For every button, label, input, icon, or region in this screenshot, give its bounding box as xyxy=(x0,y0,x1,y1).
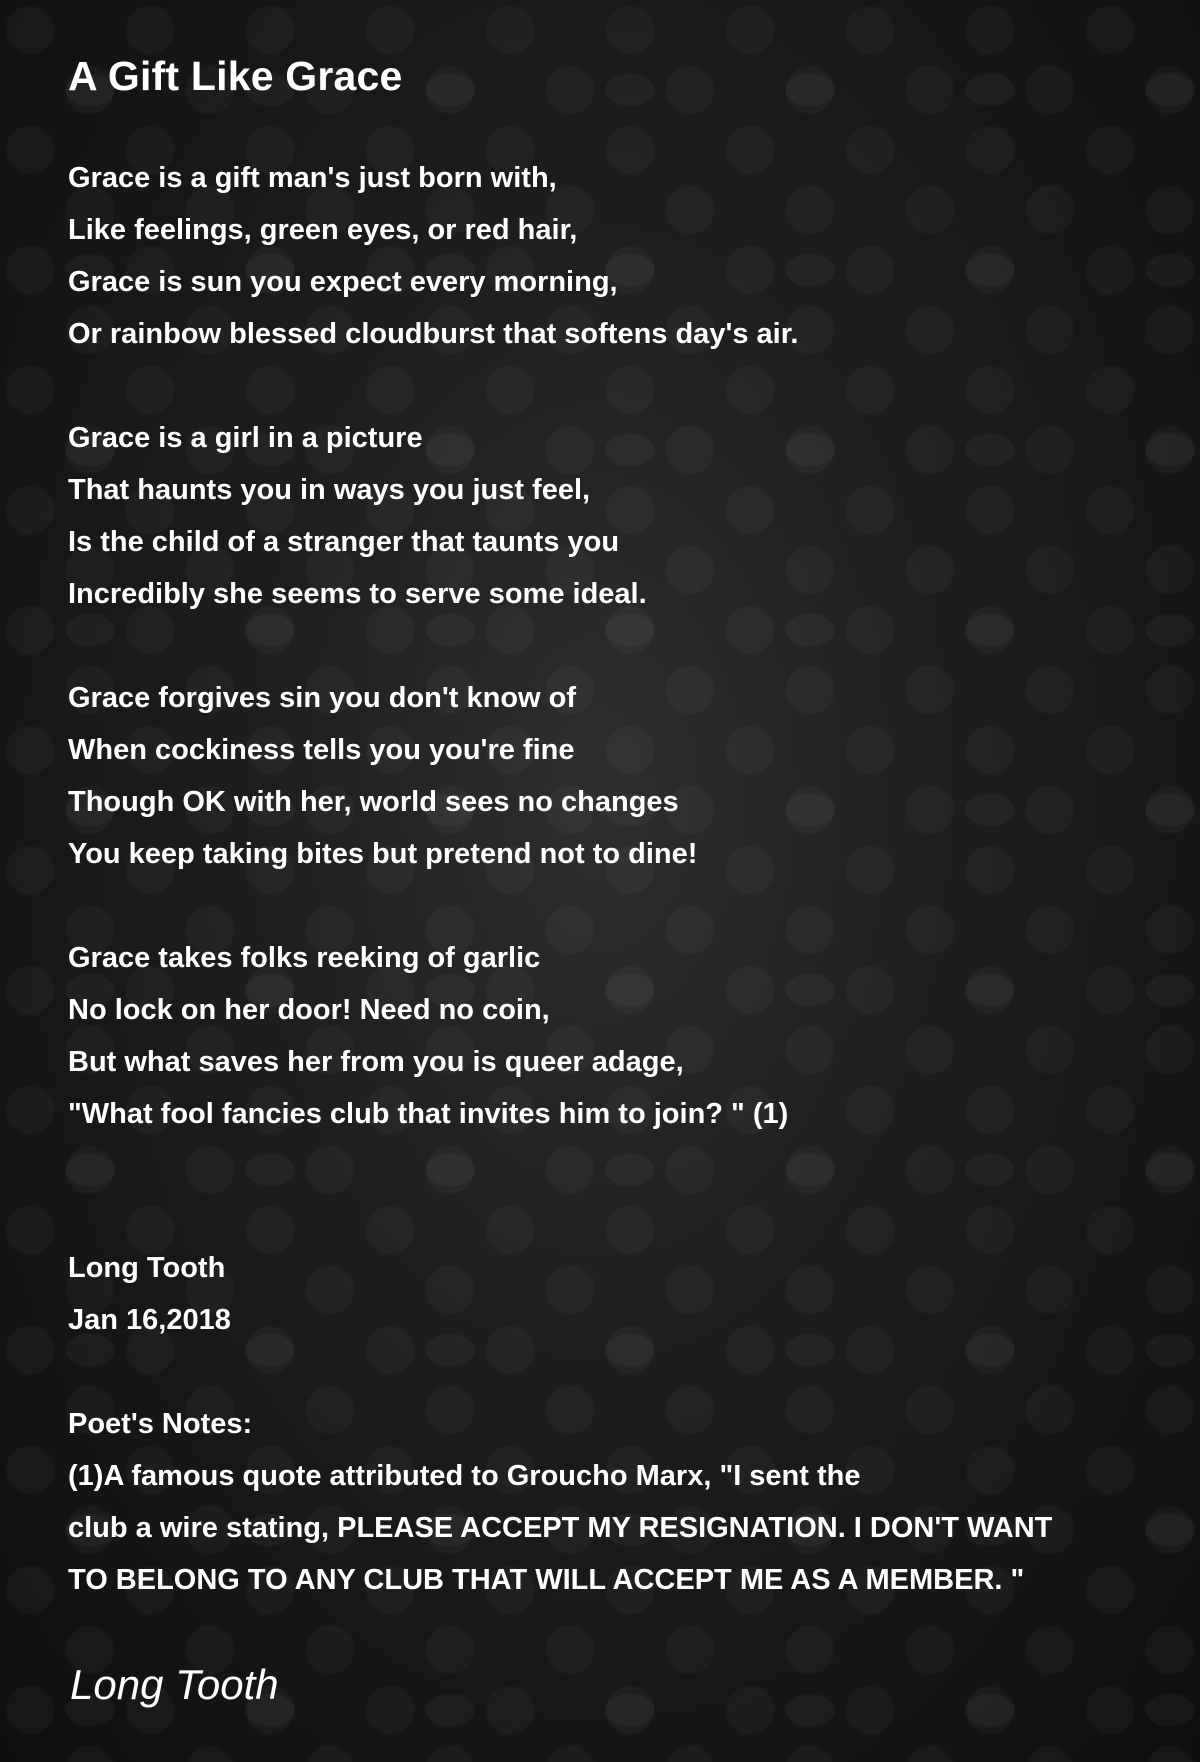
signature-date: Jan 16,2018 xyxy=(68,1304,231,1336)
signature-block xyxy=(68,1242,1178,1346)
poem-line: "What fool fancies club that invites him to join? " (1) xyxy=(68,1098,789,1130)
signature-name: Long Tooth xyxy=(68,1252,226,1284)
poem-line: Though OK with her, world sees no changes xyxy=(68,786,679,818)
notes-line: club a wire stating, PLEASE ACCEPT MY RESIGNATION. I DON'T WANT xyxy=(68,1512,1053,1544)
notes-line: TO BELONG TO ANY CLUB THAT WILL ACCEPT ME AS A MEMBER. " xyxy=(68,1564,1025,1596)
poem-line: Is the child of a stranger that taunts you xyxy=(68,526,620,558)
stanza-2 xyxy=(68,412,1178,620)
poem-line: You keep taking bites but pretend not to dine! xyxy=(68,838,698,870)
poem-line: That haunts you in ways you just feel, xyxy=(68,474,591,506)
stanza-1 xyxy=(68,152,1178,360)
poem-line: When cockiness tells you you're fine xyxy=(68,734,575,766)
notes-heading: Poet's Notes: xyxy=(68,1408,253,1440)
poem-line: Grace is a girl in a picture xyxy=(68,422,423,454)
poem-line: Incredibly she seems to serve some ideal. xyxy=(68,578,647,610)
author-signature: Long Tooth xyxy=(70,1661,279,1708)
poem-line: Grace forgives sin you don't know of xyxy=(68,682,577,714)
stanza-3 xyxy=(68,672,1178,880)
poem-line: Grace takes folks reeking of garlic xyxy=(68,942,541,974)
poem-line: Or rainbow blessed cloudburst that softens day's air. xyxy=(68,318,799,350)
poet-notes xyxy=(68,1398,1178,1606)
poem-line: Grace is a gift man's just born with, xyxy=(68,162,557,194)
poem-line: But what saves her from you is queer adage, xyxy=(68,1046,684,1078)
poem-body xyxy=(68,152,1178,1606)
poem-line: Grace is sun you expect every morning, xyxy=(68,266,618,298)
stanza-4 xyxy=(68,932,1178,1140)
poem-line: Like feelings, green eyes, or red hair, xyxy=(68,214,578,246)
poem-line: No lock on her door! Need no coin, xyxy=(68,994,550,1026)
notes-line: (1)A famous quote attributed to Groucho Marx, "I sent the xyxy=(68,1460,861,1492)
poem-title: A Gift Like Grace xyxy=(68,53,403,99)
